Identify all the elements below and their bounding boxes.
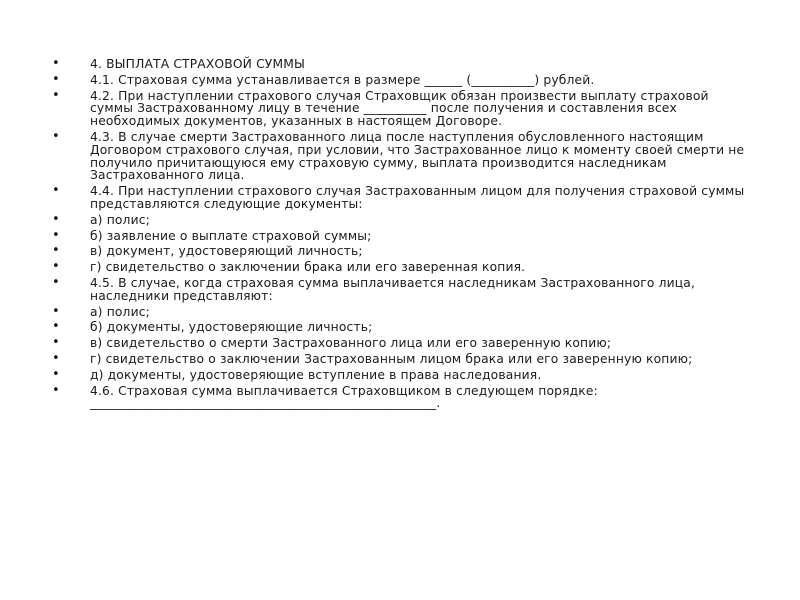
list-item bbox=[52, 382, 752, 411]
list-item bbox=[52, 245, 752, 258]
bullet-icon: • bbox=[52, 243, 60, 259]
list-item bbox=[52, 261, 752, 274]
list-item bbox=[52, 71, 752, 87]
list-item-text: в) документ, удостоверяющий личность; bbox=[90, 244, 363, 259]
bullet-icon: • bbox=[52, 183, 60, 199]
list-item-text: 4.2. При наступлении страхового случая Страховщик обязан произвести выплату страховой суммы Застрахованному лицу в течение __________ после получения и составления всех необходимых документов, указанных в настоящем Договоре. bbox=[90, 88, 709, 129]
list-item-text: 4.6. Страховая сумма выплачивается Страховщиком в следующем порядке: _______________________________________________________. bbox=[90, 383, 598, 411]
bullet-icon: • bbox=[52, 350, 60, 366]
list-item-text: г) свидетельство о заключении брака или его заверенная копия. bbox=[90, 260, 526, 275]
list-item bbox=[52, 87, 752, 129]
bullet-icon: • bbox=[52, 319, 60, 335]
list-item bbox=[52, 58, 752, 71]
bullet-icon: • bbox=[52, 71, 60, 87]
list-item bbox=[52, 211, 752, 227]
list-item-text: б) заявление о выплате страховой суммы; bbox=[90, 228, 372, 243]
bullet-icon: • bbox=[52, 56, 60, 71]
list-item bbox=[52, 350, 752, 366]
list-item bbox=[52, 274, 752, 303]
list-item-text: а) полис; bbox=[90, 212, 150, 227]
bullet-icon: • bbox=[52, 227, 60, 243]
list-item bbox=[52, 128, 752, 183]
list-item-text: 4. ВЫПЛАТА СТРАХОВОЙ СУММЫ bbox=[90, 57, 305, 71]
list-item-text: 4.3. В случае смерти Застрахованного лица после наступления обусловленного настоящим Договором страхового случая, при условии, что Застрахованное лицо к моменту своей смерти не получило причитающуюся ему страховую сумму, выплата производится наследникам Застрахованного лица. bbox=[90, 129, 745, 183]
bullet-icon: • bbox=[52, 211, 60, 227]
contract-section-list bbox=[52, 58, 752, 413]
bullet-icon: • bbox=[52, 382, 60, 398]
list-item-text: а) полис; bbox=[90, 304, 150, 319]
list-item-text: 4.4. При наступлении страхового случая Застрахованным лицом для получения страховой суммы представляются следующие документы: bbox=[90, 184, 745, 211]
list-item bbox=[52, 337, 752, 350]
list-item-text: в) свидетельство о смерти Застрахованного лица или его заверенную копию; bbox=[90, 336, 612, 351]
list-item-text: 4.5. В случае, когда страховая сумма выплачивается наследникам Застрахованного лица, наследники представляют: bbox=[90, 275, 696, 303]
list-item bbox=[52, 321, 752, 334]
list-item-text: д) документы, удостоверяющие вступление в права наследования. bbox=[90, 367, 542, 382]
list-item bbox=[52, 366, 752, 382]
list-item bbox=[52, 185, 752, 211]
bullet-icon: • bbox=[52, 366, 60, 382]
bullet-icon: • bbox=[52, 87, 60, 103]
bullet-icon: • bbox=[52, 259, 60, 275]
bullet-icon: • bbox=[52, 335, 60, 351]
list-item bbox=[52, 303, 752, 319]
list-item-text: б) документы, удостоверяющие личность; bbox=[90, 320, 373, 335]
bullet-icon: • bbox=[52, 274, 60, 290]
list-item-text: г) свидетельство о заключении Застрахованным лицом брака или его заверенную копию; bbox=[90, 351, 693, 366]
bullet-icon: • bbox=[52, 128, 60, 144]
list-item bbox=[52, 227, 752, 243]
bullet-icon: • bbox=[52, 303, 60, 319]
list-item-text: 4.1. Страховая сумма устанавливается в размере ______ (__________) рублей. bbox=[90, 72, 595, 87]
